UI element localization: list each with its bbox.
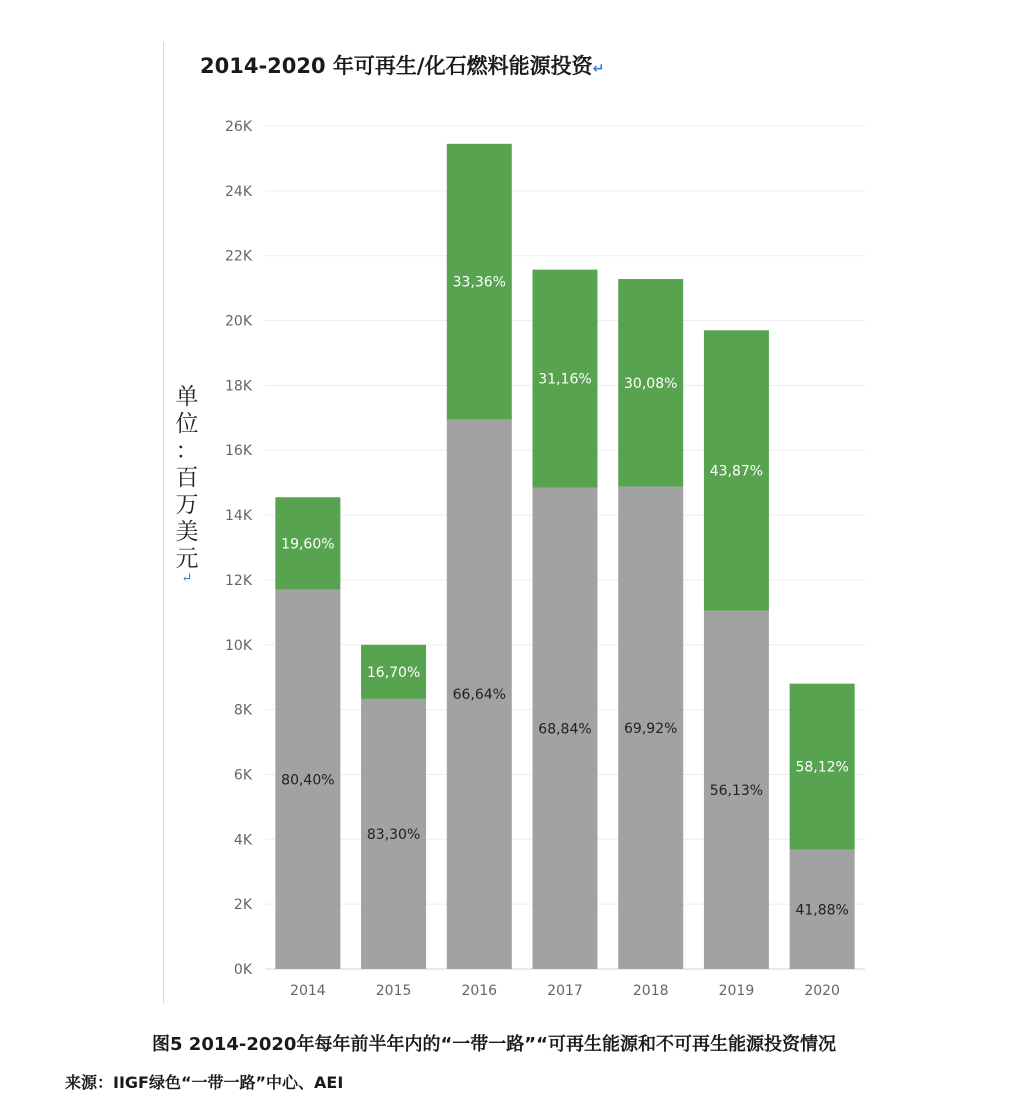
bar-data-label: 19,60% <box>281 536 335 553</box>
figure-caption: 图5 2014-2020年每年前半年内的“一带一路”“可再生能源和不可再生能源投资情况 <box>152 1034 836 1055</box>
bar-data-label: 30,08% <box>624 375 678 392</box>
figure-source: 来源：IIGF绿色“一带一路”中心、AEI <box>65 1073 344 1092</box>
bar-data-label: 31,16% <box>538 371 592 388</box>
bar-data-label: 66,64% <box>452 687 506 704</box>
bar-data-label: 56,13% <box>709 782 764 799</box>
y-tick-label: 26K <box>225 119 252 135</box>
y-tick-label: 16K <box>225 443 252 460</box>
bar-data-label: 43,87% <box>709 463 764 480</box>
bar-data-label: 80,40% <box>281 772 335 789</box>
x-tick-label: 2020 <box>804 983 840 999</box>
x-tick-label: 2017 <box>547 983 583 999</box>
x-tick-label: 2019 <box>718 983 755 999</box>
y-axis-label <box>174 384 200 585</box>
y-tick-label: 2K <box>233 897 252 914</box>
bar-data-label: 41,88% <box>795 902 849 919</box>
y-axis-label-text: 单 位 ： 百 万 美 元 <box>175 384 199 572</box>
x-tick-label: 2018 <box>632 983 669 999</box>
y-axis-ticks <box>225 119 253 978</box>
y-tick-label: 4K <box>233 832 252 849</box>
bar-data-label: 33,36% <box>452 274 506 291</box>
x-tick-label: 2015 <box>375 983 412 999</box>
bars <box>275 144 854 969</box>
y-tick-label: 12K <box>225 572 252 589</box>
y-tick-label: 0K <box>233 962 252 978</box>
x-axis-ticks <box>290 983 840 999</box>
bar-data-label: 83,30% <box>366 826 421 843</box>
y-tick-label: 20K <box>225 313 252 330</box>
return-mark-icon: ↵ <box>181 571 193 586</box>
y-tick-label: 8K <box>233 702 252 719</box>
y-tick-label: 24K <box>225 183 252 200</box>
bar-data-label: 58,12% <box>795 759 849 776</box>
chart-title <box>200 54 604 78</box>
y-tick-label: 14K <box>225 508 252 525</box>
y-tick-label: 10K <box>225 637 252 654</box>
y-tick-label: 6K <box>233 767 252 784</box>
y-tick-label: 18K <box>225 378 252 395</box>
return-mark-icon: ↵ <box>592 61 605 77</box>
bar-data-label: 68,84% <box>538 721 592 738</box>
bar-data-label: 69,92% <box>624 720 678 737</box>
x-tick-label: 2014 <box>290 983 326 999</box>
y-tick-label: 22K <box>225 248 252 265</box>
bar-data-label: 16,70% <box>366 664 421 681</box>
chart-title-text: 2014-2020 年可再生/化石燃料能源投资 <box>200 54 593 78</box>
x-tick-label: 2016 <box>461 983 498 999</box>
